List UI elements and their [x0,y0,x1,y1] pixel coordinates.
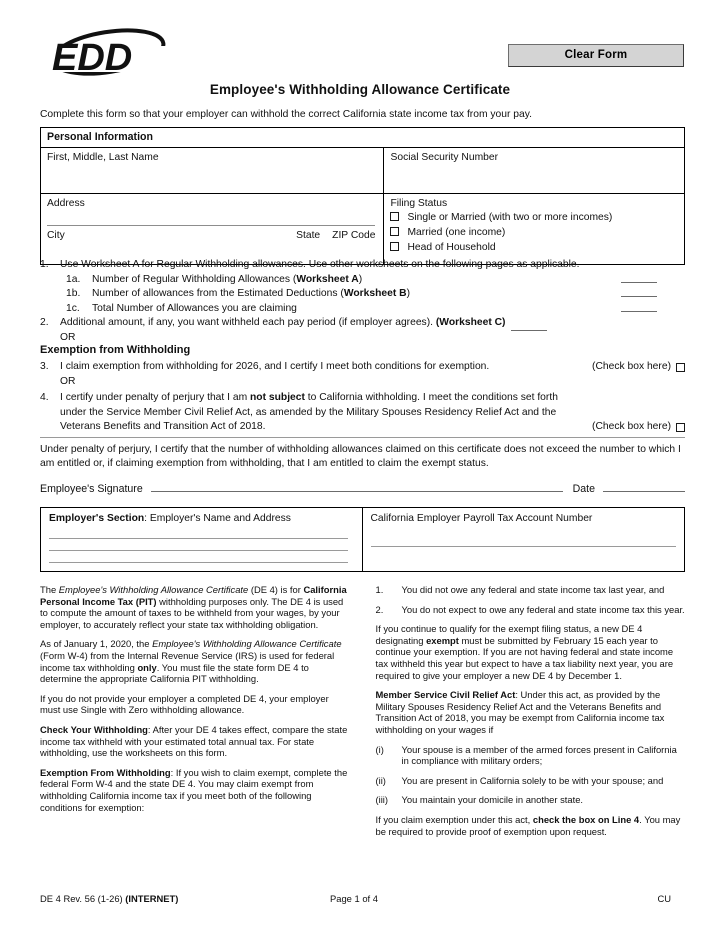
payroll-account-cell[interactable] [363,508,685,571]
line-2-text-part: Additional amount, if any, you want withheld each pay period (if employer agrees). [60,317,436,328]
address-divider-line [47,225,375,226]
lp2-a: As of January 1, 2020, the [40,638,153,650]
right-condition-1 [376,584,686,596]
employer-section-subtitle: : Employer's Name and Address [144,513,291,524]
input-line-1b[interactable] [621,287,657,297]
line-2-or-label: OR [60,331,76,343]
rp1-a: If you continue to qualify for the exempt filing status, a new DE 4 designating [375,623,643,646]
lp1-bold: California Personal Income Tax (PIT) [40,584,347,607]
rp3-a: If you claim exemption under this act, [375,813,533,825]
right-paragraph-1 [376,623,686,681]
right-roman-ii [376,775,686,787]
certification-text: Under penalty of perjury, I certify that the number of withholding allowances claimed on this certificate does not exceed the number to which I am entitled or, if claiming exemption from withholding, that I am entitled to claim the exempt status. [40,437,685,470]
instructions-left-column [40,584,350,845]
payroll-account-input[interactable] [371,546,677,547]
lp1-b: (DE 4) is for [248,584,304,595]
filing-status-option-label: Single or Married (with two or more incomes) [407,212,613,223]
right-paragraph-2 [376,689,686,735]
payroll-account-label: California Employer Payroll Tax Account Number [370,513,593,524]
lp2-italic: Employee's Withholding Allowance Certificate [152,638,342,650]
line-2-number: 2. [40,317,49,328]
table-row [41,194,684,264]
state-label: State [296,230,321,241]
city-label: City [47,230,65,241]
footer-internet-tag: (INTERNET) [125,893,179,904]
right-roman-iii-number: (iii) [375,794,388,806]
line-1-text: Use Worksheet A for Regular Withholding allowances. Use other worksheets on the following pages as applicable. [60,259,580,270]
page-title: Employee's Withholding Allowance Certificate [209,82,511,97]
line-4-checkbox-label: (Check box here) [592,421,671,432]
employer-section-table [40,507,685,572]
lp2-b: (Form W-4) from the Internal Revenue Service (IRS) is used for federal income tax withholding [40,649,335,673]
exemption-lines [40,360,685,435]
line-1 [40,258,685,273]
lp2-c: . You must file the state form DE 4 to determine the appropriate California PIT withholding. [40,661,309,685]
employer-name-address-cell[interactable] [41,508,363,571]
name-label: First, Middle, Last Name [47,152,159,163]
personal-information-table [40,127,685,265]
rp3-bold: check the box on Line 4 [532,813,640,825]
footer-revision-text: DE 4 Rev. 56 (1-26) [40,893,126,904]
signature-label: Employee's Signature [40,483,143,495]
line-1b [40,287,685,302]
filing-status-option-label: Head of Household [407,242,496,253]
line-3-checkbox-group[interactable] [592,360,685,375]
signature-input[interactable] [151,481,563,492]
instructions-columns [40,584,685,845]
line-1c-number: 1c. [66,302,80,314]
footer-page-number: Page 1 of 4 [330,893,378,904]
right-roman-i-text: Your spouse is a member of the armed forces present in California in compliance with military orders; [401,743,677,767]
employer-section-label [49,513,354,524]
line-3-text: I claim exemption from withholding for 2026, and I certify I meet both conditions for exemption. [60,361,490,372]
line-1c-text: Total Number of Allowances you are claiming [92,302,297,314]
filing-status-option-label: Married (one income) [407,227,506,238]
footer-code: CU [657,893,671,904]
table-row [41,148,684,194]
intro-text: Complete this form so that your employer can withhold the correct California state income tax from your pay. [40,109,532,120]
line-4-checkbox-group[interactable] [592,420,685,435]
right-roman-iii [376,794,686,806]
employer-section-title: Employer's Section [49,513,145,524]
left-paragraph-5 [40,767,350,813]
line-4-number: 4. [40,392,49,403]
exemption-from-withholding-heading: Exemption From Withholding [40,766,171,778]
instructions-right-column [376,584,686,845]
filing-status-option-married[interactable] [390,226,678,239]
right-condition-1-text: You did not owe any federal and state income tax last year, and [401,584,665,595]
personal-information-heading: Personal Information [41,128,684,148]
address-field-cell[interactable] [41,194,384,264]
line-4-text-after: to California withholding. I meet the conditions set forth under the Service Member Civil Relief Act, as amended by the Military Spouses Residency Relief Act and the Veterans Benefits and Transition Act of 2018. [60,392,558,432]
rp2-text: : Under this act, as provided by the Military Spouses Residency Relief Act and the Veterans Benefits and Transition Act of 2018, you may be exempt from California income tax withholding on your wages if [375,689,665,735]
line-1b-worksheet-ref: Worksheet B [343,288,407,299]
right-roman-iii-text: You maintain your domicile in another state. [401,794,584,806]
line-1a-text-end: ) [358,273,363,285]
date-input[interactable] [603,481,685,492]
rp1-b: must be submitted by February 15 each year to continue your exemption. If you are not having federal and state income tax withheld this year but expect to have a tax liability next year, you are required to give your employer a new DE 4 by December 1. [375,634,674,681]
line-3-checkbox-label: (Check box here) [592,361,671,372]
line-1a-text-part: Number of Regular Withholding Allowances ( [92,273,297,285]
lp4-text: : After your DE 4 takes effect, compare the state income tax withheld with your estimated total annual tax. For state withholding, use the worksheets on this form. [40,723,348,759]
edd-logo [46,28,170,78]
city-state-zip-row [47,230,375,241]
left-paragraph-1 [40,584,350,630]
line-4-bold-phrase: not subject [250,392,305,403]
ssn-label: Social Security Number [390,152,499,163]
rp1-bold: exempt [426,634,459,646]
address-label: Address [47,198,85,209]
line-3-number: 3. [40,361,49,372]
left-paragraph-2 [40,638,350,684]
right-roman-ii-text: You are present in California solely to be with your spouse; and [401,774,664,786]
line-1b-number: 1b. [66,288,81,299]
check-your-withholding-heading: Check Your Withholding [40,723,148,735]
right-condition-1-number: 1. [375,584,384,595]
filing-status-label: Filing Status [390,198,448,209]
left-paragraph-3: If you do not provide your employer a completed DE 4, your employer must use Single with Zero withholding allowance. [40,692,329,716]
lp2-bold: only [137,661,157,673]
line-3-or-label: OR [60,375,76,387]
line-1a-number: 1a. [66,273,81,285]
form-header [0,0,720,97]
signature-row [40,481,685,495]
line-4-text [60,391,580,435]
line-2-text [60,316,685,331]
line-1b-text-end: ) [406,288,411,299]
allowance-lines [40,258,685,345]
zip-label: ZIP Code [332,230,376,241]
right-condition-2 [376,604,686,616]
checkbox-head-of-household[interactable] [390,242,399,251]
exemption-heading: Exemption from Withholding [40,344,191,356]
clear-form-button[interactable]: Clear Form [508,44,684,67]
lp1-italic: Employee's Withholding Allowance Certificate [58,584,249,595]
ssn-field-cell[interactable] [384,148,684,194]
right-roman-ii-number: (ii) [375,774,386,786]
line-4-text-before: I certify under penalty of perjury that I am [60,392,251,403]
rp3-b: . You may be required to provide proof of exemption upon request. [375,813,681,837]
line-1b-text-part: Number of allowances from the Estimated Deductions ( [92,288,344,299]
line-4 [40,391,685,435]
right-condition-2-number: 2. [375,603,384,615]
date-label: Date [572,483,595,495]
line-3 [40,360,685,375]
right-roman-i-number: (i) [375,743,384,755]
filing-status-cell [384,194,684,264]
right-roman-i [376,744,686,767]
line-1-number: 1. [40,259,49,270]
name-field-cell[interactable] [41,148,384,194]
employer-write-line-3[interactable] [49,562,348,563]
input-line-2[interactable] [511,321,547,331]
input-line-1a[interactable] [621,273,657,283]
form-footer [40,893,685,904]
checkbox-line-3[interactable] [676,363,685,372]
filing-status-option-hoh[interactable] [390,241,678,254]
line-1a-worksheet-ref: Worksheet A [296,273,359,285]
line-2 [40,316,685,331]
right-condition-2-text: You do not expect to owe any federal and state income tax this year. [401,603,685,615]
checkbox-line-4[interactable] [676,423,685,432]
footer-revision [40,893,330,904]
input-line-1c[interactable] [621,302,657,312]
line-1b-text [92,287,685,302]
line-1a [40,273,685,288]
checkbox-single-or-married[interactable] [390,212,399,221]
line-1a-text [92,273,685,288]
edd-logo-text: EDD [52,37,133,78]
line-1c [40,302,685,317]
lp1-c: withholding purposes only. The DE 4 is used to compute the amount of taxes to be withheld from your wages, by your employer, to accurately reflect your state tax withholding obligation. [40,595,344,630]
checkbox-married-one-income[interactable] [390,227,399,236]
line-2-worksheet-ref: (Worksheet C) [435,317,506,328]
lp5-text: : If you wish to claim exempt, complete the federal Form W-4 and the state DE 4. You may claim exempt from withholding California income tax if you meet both of the following conditions for exemption: [40,766,348,813]
member-service-civil-relief-heading: Member Service Civil Relief Act [375,689,516,701]
employer-write-line-2[interactable] [49,550,348,551]
filing-status-option-single[interactable] [390,211,678,224]
lp1-a: The [40,584,59,595]
employer-write-line-1[interactable] [49,538,348,539]
left-paragraph-4 [40,724,350,759]
right-paragraph-3 [376,814,686,837]
